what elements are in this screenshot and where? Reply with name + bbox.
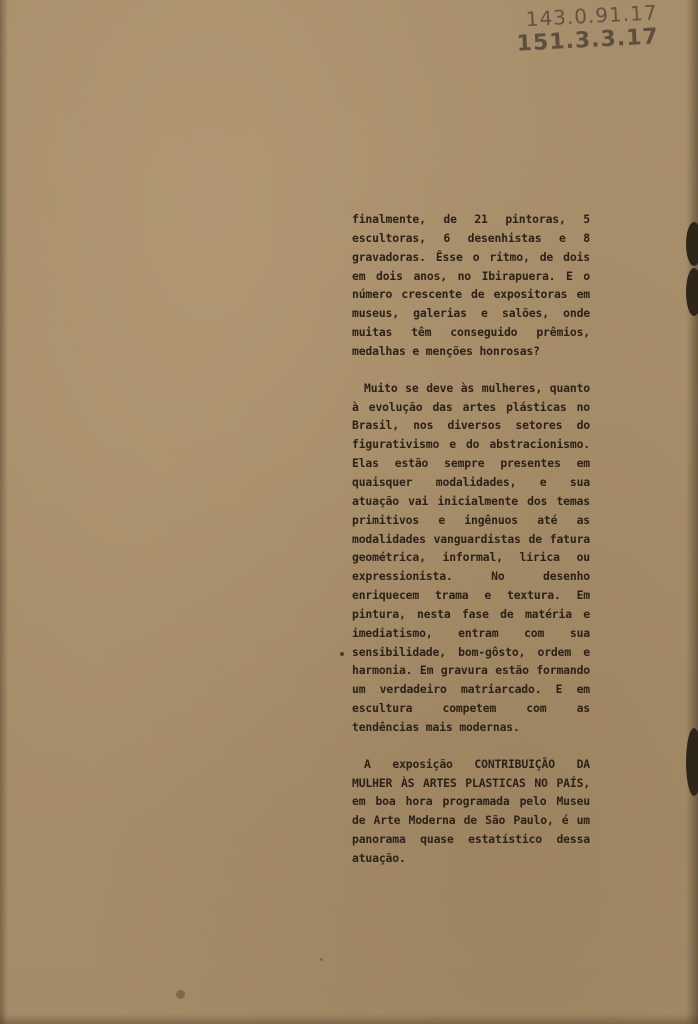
page-edge-shadow-bottom [0, 1014, 698, 1024]
paper-stain [320, 958, 323, 961]
paper-stain [340, 652, 344, 656]
page-edge-tear [686, 728, 698, 796]
paragraph-3: A exposição CONTRIBUIÇÃO DA MULHER ÀS ARTES PLASTICAS NO PAÍS, em boa hora programada pelo Museu de Arte Moderna de São Paulo, é um panorama quase estatístico dessa atuação. [352, 756, 590, 865]
catalog-number-line-2: 151.3.3.17 [515, 24, 660, 57]
article-text [352, 210, 590, 868]
page-edge-shadow-right [686, 0, 698, 1024]
paragraph-1: finalmente, de 21 pintoras, 5 escultoras, 6 desenhistas e 8 gravadoras. Êsse o ritmo, de dois em dois anos, no Ibirapuera. E o número crescente de expositoras em museus, galerias e salões, onde muitas têm conseguido prêmios, medalhas e menções honrosas? [352, 212, 590, 358]
page-edge-tear [686, 268, 698, 316]
page-edge-tear [686, 222, 698, 266]
catalog-number-line-1: 143.0.91.17 [524, 0, 658, 32]
page-edge-shadow-left [0, 0, 8, 1024]
paragraph-2: Muito se deve às mulheres, quanto à evolução das artes plásticas no Brasil, nos diversos setores do figurativismo e do abstracionismo. Elas estão sempre presentes em quaisquer modalidades, e sua atuação vai inicialmente dos temas primitivos e ingênuos até as modalidades vanguardistas de fatura geométrica, informal, lírica ou expressionista. No desenho enriquecem trama e textura. Em pintura, nesta fase de matéria e imediatismo, entram com sua sensibilidade, bom-gôsto, ordem e harmonia. Em gravura estão formando um verdadeiro matriarcado. E em escultura competem com as tendências mais modernas. [352, 380, 590, 734]
handwritten-catalog-number [515, 0, 660, 57]
paper-stain [176, 990, 185, 999]
